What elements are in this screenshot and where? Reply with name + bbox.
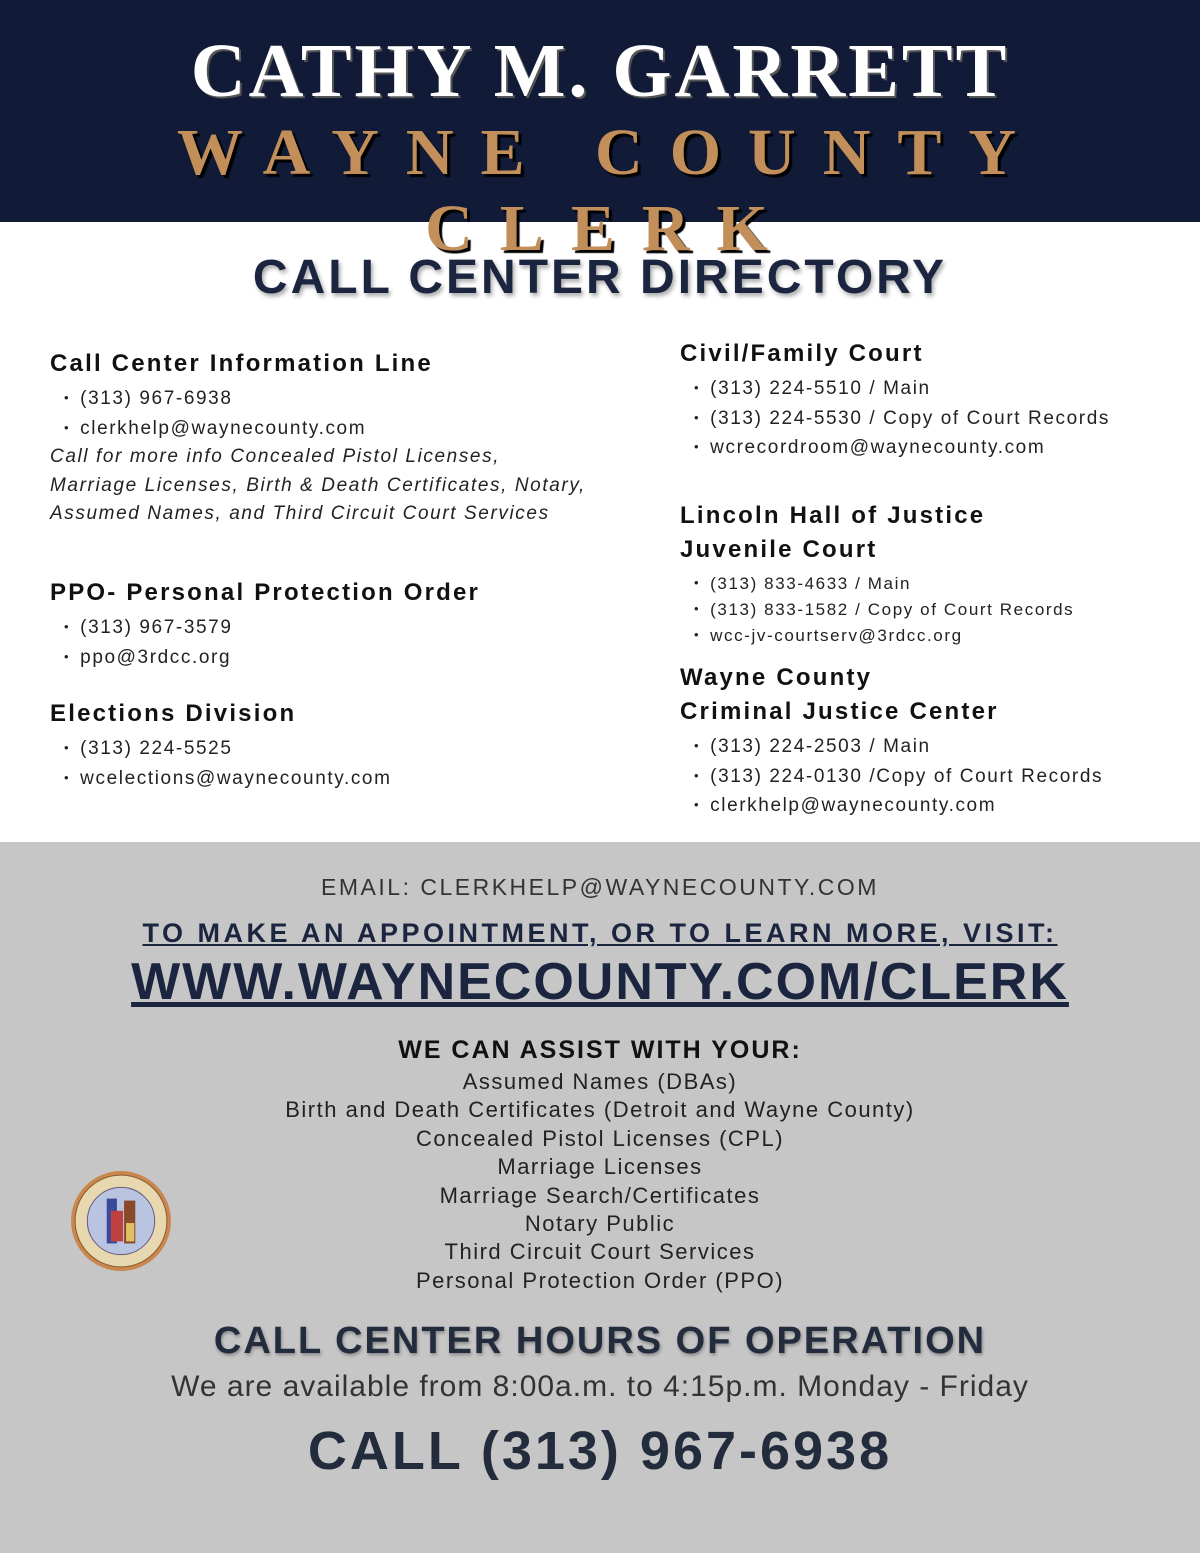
header-banner — [0, 0, 1200, 265]
section-heading: Civil/Family Court — [680, 340, 924, 367]
section-ppo — [50, 579, 590, 672]
section-note: Call for more info Concealed Pistol Licenses, Marriage Licenses, Birth & Death Certificates, Notary, Assumed Names, and Third Circuit Court Services — [50, 446, 586, 524]
section-juvenile — [680, 502, 1180, 648]
service-item: Assumed Names (DBAs) — [462, 1069, 738, 1094]
phone: • (313) 224-2503 / Main — [694, 732, 1180, 762]
email-link[interactable]: • wcc-jv-courtserv@3rdcc.org — [694, 622, 1180, 648]
phone: • (313) 833-4633 / Main — [694, 570, 1180, 596]
clerk-name: CATHY M. GARRETT — [190, 29, 1010, 113]
footer-email[interactable]: EMAIL: CLERKHELP@WAYNECOUNTY.COM — [321, 874, 879, 900]
county-seal-icon — [70, 1170, 172, 1272]
section-civil-family — [680, 340, 1180, 463]
email-link[interactable]: • wcrecordroom@waynecounty.com — [694, 433, 1180, 463]
website-link[interactable]: WWW.WAYNECOUNTY.COM/CLERK — [131, 953, 1069, 1011]
section-heading: Call Center Information Line — [50, 350, 433, 377]
service-item: Concealed Pistol Licenses (CPL) — [415, 1125, 785, 1151]
email-link[interactable]: • clerkhelp@waynecounty.com — [694, 791, 1180, 821]
service-item: Notary Public — [524, 1211, 676, 1237]
phone: • (313) 224-5530 / Copy of Court Records — [694, 404, 1180, 434]
service-item: Birth and Death Certificates (Detroit and Wayne County) — [285, 1097, 915, 1123]
hours-text: We are available from 8:00a.m. to 4:15p.m. Monday - Friday — [171, 1370, 1029, 1403]
section-heading: PPO- Personal Protection Order — [50, 579, 481, 606]
phone: • (313) 833-1582 / Copy of Court Records — [694, 596, 1180, 622]
section-heading: Wayne County — [680, 664, 873, 691]
phone: • (313) 967-6938 — [64, 384, 590, 414]
section-call-center-info — [50, 350, 590, 529]
page-title: CALL CENTER DIRECTORY — [252, 251, 948, 304]
hours-heading: CALL CENTER HOURS OF OPERATION — [213, 1320, 987, 1362]
section-elections — [50, 700, 590, 793]
services-list — [0, 1068, 1200, 1295]
assist-heading: WE CAN ASSIST WITH YOUR: — [398, 1036, 802, 1064]
email-link[interactable]: • wcelections@waynecounty.com — [64, 764, 590, 794]
section-criminal-justice — [680, 664, 1180, 821]
phone: • (313) 224-5510 / Main — [694, 374, 1180, 404]
section-subheading: Criminal Justice Center — [680, 698, 999, 725]
call-number[interactable]: CALL (313) 967-6938 — [307, 1421, 893, 1481]
service-item: Personal Protection Order (PPO) — [415, 1267, 785, 1293]
email-link[interactable]: • clerkhelp@waynecounty.com — [64, 414, 590, 444]
section-heading: Elections Division — [50, 700, 297, 727]
section-subheading: Juvenile Court — [680, 536, 878, 563]
phone: • (313) 967-3579 — [64, 613, 590, 643]
service-item: Marriage Search/Certificates — [439, 1182, 761, 1208]
service-item: Third Circuit Court Services — [444, 1239, 756, 1265]
email-link[interactable]: • ppo@3rdcc.org — [64, 643, 590, 673]
office-title: WAYNE COUNTY CLERK — [176, 116, 1044, 265]
phone: • (313) 224-5525 — [64, 734, 590, 764]
footer-panel — [0, 842, 1200, 1553]
section-heading: Lincoln Hall of Justice — [680, 502, 986, 529]
appointment-text: TO MAKE AN APPOINTMENT, OR TO LEARN MORE, VISIT: — [142, 918, 1058, 948]
phone: • (313) 224-0130 /Copy of Court Records — [694, 762, 1180, 792]
service-item: Marriage Licenses — [497, 1154, 703, 1180]
